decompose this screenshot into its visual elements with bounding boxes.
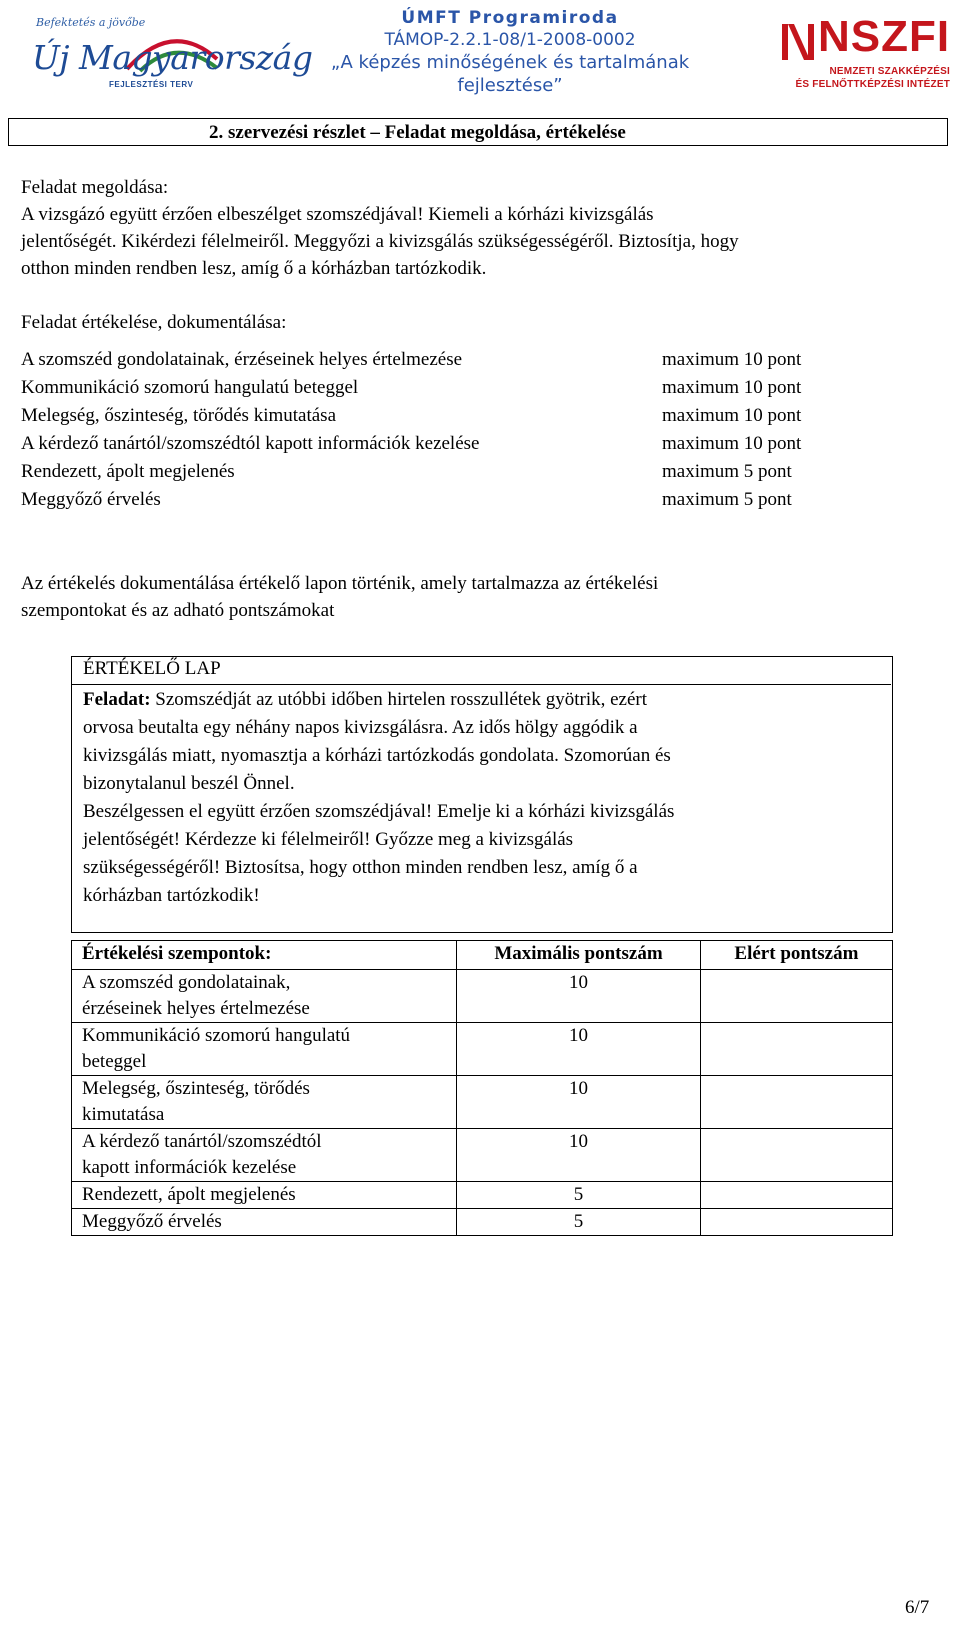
task-line: szükségességéről! Biztosítsa, hogy otthon minden rendben lesz, amíg ő a <box>83 857 638 878</box>
score-table-header <box>72 941 893 970</box>
row-achieved[interactable] <box>700 1209 892 1236</box>
table-row <box>72 1209 893 1236</box>
eval-sheet-title: ÉRTÉKELŐ LAP <box>83 658 221 679</box>
header-project-code: TÁMOP-2.2.1-08/1-2008-0002 <box>384 30 636 50</box>
section-title-box <box>8 118 948 146</box>
page-number: 6/7 <box>905 1597 930 1618</box>
page-header <box>0 0 960 112</box>
row-achieved[interactable] <box>700 1129 892 1182</box>
criteria-value: maximum 10 pont <box>662 433 802 454</box>
row-max: 10 <box>457 970 701 1023</box>
table-row <box>72 1076 893 1129</box>
solution-line-1: A vizsgázó együtt érzően elbeszélget szomszédjával! Kiemeli a kórházi kivizsgálás <box>21 204 654 225</box>
criterion-line: kimutatása <box>82 1104 165 1125</box>
evaluation-heading: Feladat értékelése, dokumentálása: <box>21 312 287 333</box>
nszfi-sub2: ÉS FELNŐTTKÉPZÉSI INTÉZET <box>795 79 950 90</box>
section-title: 2. szervezési részlet – Feladat megoldása, értékelése <box>209 122 626 143</box>
row-achieved[interactable] <box>700 1182 892 1209</box>
task-line: jelentőségét! Kérdezze ki félelmeiről! Győzze meg a kivizsgálás <box>83 829 574 850</box>
criteria-name: A szomszéd gondolatainak, érzéseinek helyes értelmezése <box>21 349 463 370</box>
criteria-name: Rendezett, ápolt megjelenés <box>21 461 235 482</box>
row-criterion: Rendezett, ápolt megjelenés <box>72 1182 457 1209</box>
criteria-row <box>21 402 921 430</box>
row-criterion <box>72 1129 457 1182</box>
task-line: kórházban tartózkodik! <box>83 885 260 906</box>
task-line <box>83 686 843 714</box>
header-criteria: Értékelési szempontok: <box>72 941 457 970</box>
solution-line-2: jelentőségét. Kikérdezi félelmeiről. Meggyőzi a kivizsgálás szükségességéről. Biztosítja, hogy <box>21 231 739 252</box>
criterion-line: érzéseinek helyes értelmezése <box>82 998 310 1019</box>
nszfi-logo <box>780 12 951 90</box>
table-row <box>72 970 893 1023</box>
row-max: 10 <box>457 1076 701 1129</box>
logo-plan: FEJLESZTÉSI TERV <box>109 80 194 89</box>
header-project-title-2: fejlesztése” <box>457 75 563 96</box>
row-max: 10 <box>457 1023 701 1076</box>
criteria-row <box>21 346 921 374</box>
criteria-row <box>21 374 921 402</box>
criteria-name: Meggyőző érvelés <box>21 489 161 510</box>
header-program-info <box>300 8 720 97</box>
criterion-line: Melegség, őszinteség, törődés <box>82 1078 310 1099</box>
nszfi-emblem-icon <box>780 20 816 64</box>
task-line: bizonytalanul beszél Önnel. <box>83 773 295 794</box>
row-criterion <box>72 970 457 1023</box>
solution-heading: Feladat megoldása: <box>21 177 169 198</box>
row-criterion: Meggyőző érvelés <box>72 1209 457 1236</box>
task-line: orvosa beutalta egy néhány napos kivizsgálásra. Az idős hölgy aggódik a <box>83 717 638 738</box>
row-achieved[interactable] <box>700 1076 892 1129</box>
row-max: 5 <box>457 1209 701 1236</box>
logo-tagline: Befektetés a jövőbe <box>36 16 146 29</box>
header-max-score: Maximális pontszám <box>457 941 701 970</box>
nszfi-name: NSZFI <box>818 12 951 61</box>
criteria-row <box>21 458 921 486</box>
nszfi-sub1: NEMZETI SZAKKÉPZÉSI <box>829 66 950 77</box>
criteria-value: maximum 10 pont <box>662 377 802 398</box>
row-max: 5 <box>457 1182 701 1209</box>
row-achieved[interactable] <box>700 970 892 1023</box>
header-project-title-1: „A képzés minőségének és tartalmának <box>330 52 690 73</box>
criteria-value: maximum 10 pont <box>662 349 802 370</box>
criterion-line: A kérdező tanártól/szomszédtól <box>82 1131 322 1152</box>
criteria-row <box>21 486 921 514</box>
task-line: Beszélgessen el együtt érzően szomszédjával! Emelje ki a kórházi kivizsgálás <box>83 801 675 822</box>
criteria-name: A kérdező tanártól/szomszédtól kapott információk kezelése <box>21 433 480 454</box>
table-row <box>72 1182 893 1209</box>
criteria-value: maximum 5 pont <box>662 489 792 510</box>
eval-sheet-title-row <box>72 657 891 685</box>
task-label: Feladat: <box>83 689 151 710</box>
criteria-name: Kommunikáció szomorú hangulatú beteggel <box>21 377 359 398</box>
uj-magyarorszag-logo <box>32 14 313 94</box>
solution-line-3: otthon minden rendben lesz, amíg ő a kórházban tartózkodik. <box>21 258 487 279</box>
header-office: ÚMFT Programiroda <box>401 8 619 28</box>
criteria-value: maximum 5 pont <box>662 461 792 482</box>
criteria-value: maximum 10 pont <box>662 405 802 426</box>
criterion-line: beteggel <box>82 1051 147 1072</box>
eval-sheet-box <box>71 656 893 933</box>
row-max: 10 <box>457 1129 701 1182</box>
doc-note-line-2: szempontokat és az adható pontszámokat <box>21 600 335 621</box>
task-text: Szomszédját az utóbbi időben hirtelen rosszullétek gyötrik, ezért <box>150 689 648 710</box>
criteria-row <box>21 430 921 458</box>
logo-brand: Új Magyarország <box>32 38 313 77</box>
row-criterion <box>72 1023 457 1076</box>
criterion-line: Kommunikáció szomorú hangulatú <box>82 1025 351 1046</box>
row-criterion <box>72 1076 457 1129</box>
criterion-line: A szomszéd gondolatainak, <box>82 972 291 993</box>
table-row <box>72 1129 893 1182</box>
criteria-name: Melegség, őszinteség, törődés kimutatása <box>21 405 337 426</box>
header-achieved-score: Elért pontszám <box>700 941 892 970</box>
criterion-line: kapott információk kezelése <box>82 1157 297 1178</box>
eval-sheet-task <box>83 686 843 910</box>
criteria-list <box>21 346 921 514</box>
doc-note-line-1: Az értékelés dokumentálása értékelő lapon történik, amely tartalmazza az értékelési <box>21 573 659 594</box>
score-table <box>71 940 893 1236</box>
task-line: kivizsgálás miatt, nyomasztja a kórházi tartózkodás gondolata. Szomorúan és <box>83 745 671 766</box>
table-row <box>72 1023 893 1076</box>
row-achieved[interactable] <box>700 1023 892 1076</box>
